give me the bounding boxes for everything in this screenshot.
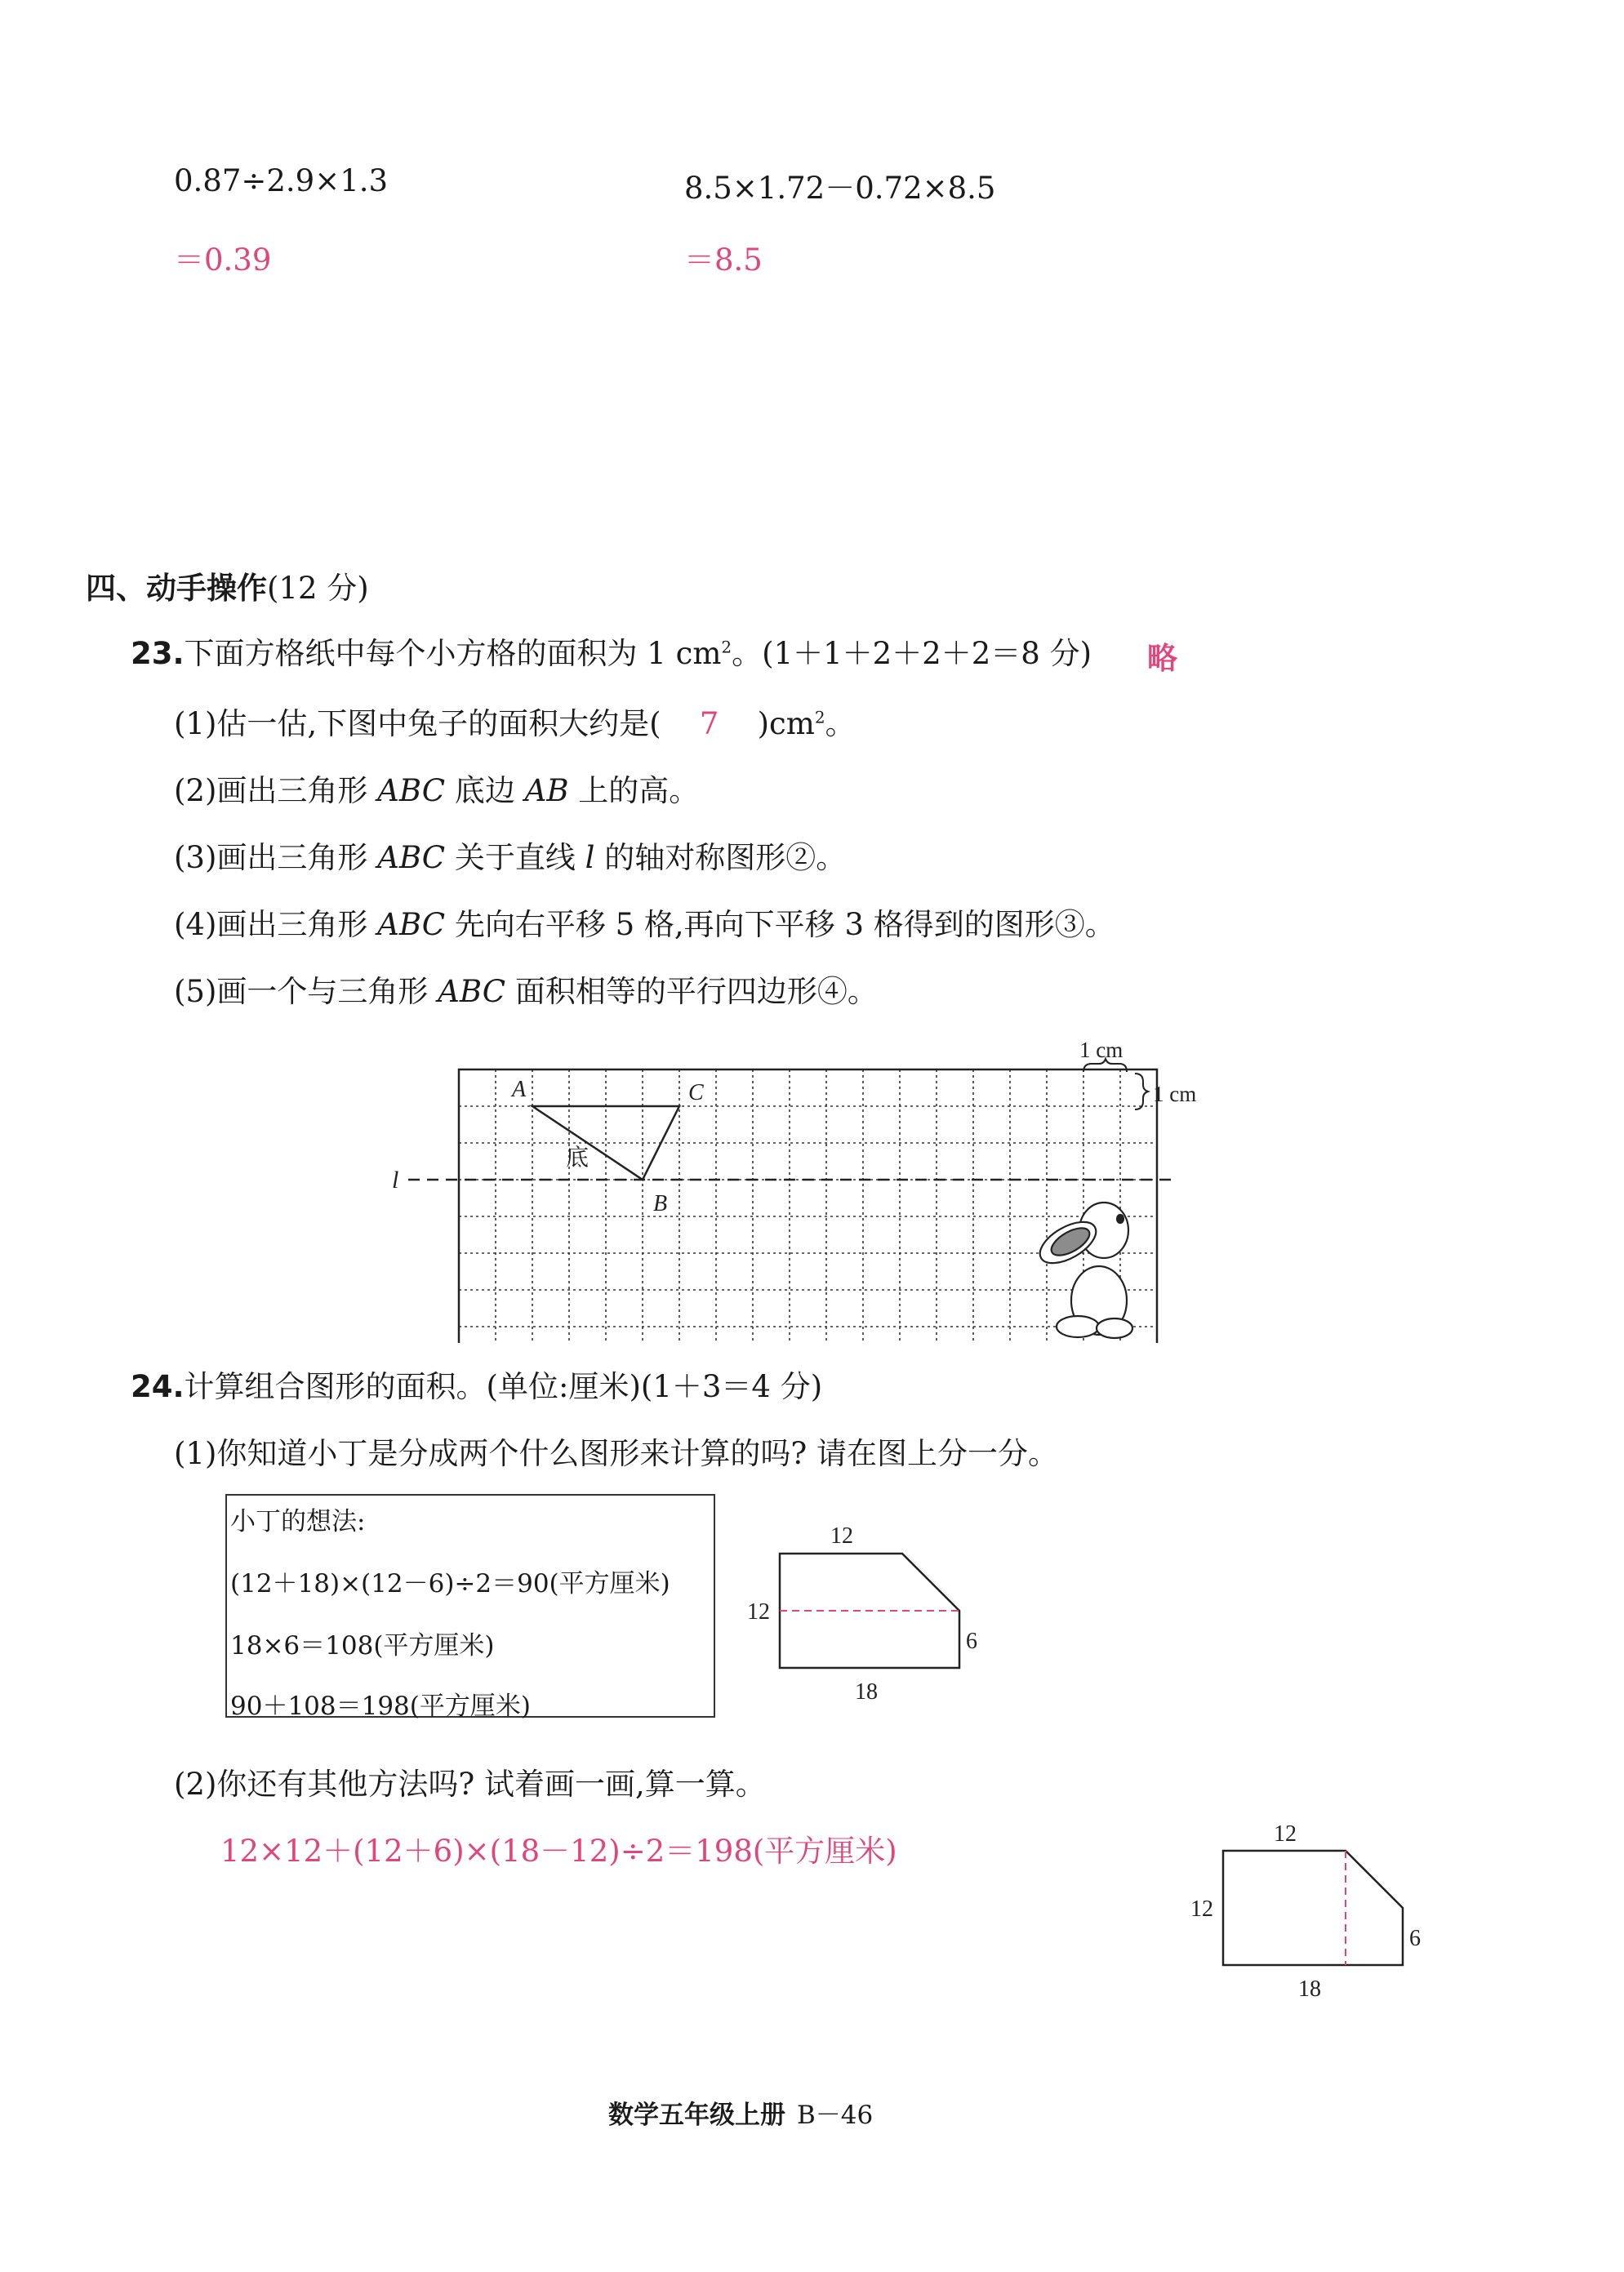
q23-part1-sup: 2 [814,707,825,727]
q24-part2-answer: 12×12＋(12＋6)×(18－12)÷2＝198(平方厘米) [220,1834,897,1869]
q23-part3 [174,833,846,877]
page-footer [608,2094,873,2131]
calc-left-answer: ＝0.39 [174,242,272,278]
q23-part2-mid: 底边 [445,773,525,808]
figure1-left: 12 [747,1599,770,1625]
figure2-right: 6 [1409,1926,1421,1951]
q23-part1-text: (1)估一估,下图中兔子的面积大约是( [174,706,661,741]
idea-title: 小丁的想法: [230,1507,366,1536]
idea-line-3: 90＋108＝198(平方厘米) [230,1692,531,1721]
idea-line-1: (12＋18)×(12－6)÷2＝90(平方厘米) [230,1569,670,1598]
figure2-bottom: 18 [1298,1976,1321,2002]
q23-stem-sup: 2 [721,637,732,657]
unit-top-label: 1 cm [1079,1038,1123,1062]
q23-part1-answer: 7 [699,706,719,741]
figure1-right: 6 [966,1629,977,1654]
q23-part4-text: (4)画出三角形 [174,907,378,942]
q23-part2-end: 上的高。 [568,773,700,808]
grid-lines [459,1069,1157,1343]
figure2-outline [1223,1851,1403,1965]
q23-part2-text: (2)画出三角形 [174,773,378,808]
q23-part1 [174,699,856,743]
figure1-top: 12 [830,1523,853,1549]
q24-number: 24. [131,1369,185,1404]
q24-stem-text: 计算组合图形的面积。(单位:厘米)(1＋3＝4 分) [184,1369,823,1404]
q23-stem [131,629,1092,673]
q23-part4-end: 先向右平移 5 格,再向下平移 3 格得到的图形③。 [445,907,1115,942]
figure1-bottom: 18 [855,1679,878,1705]
q23-note: 略 [1147,641,1177,676]
q24-part2: (2)你还有其他方法吗? 试着画一画,算一算。 [174,1767,766,1802]
q23-part1-end: 。 [825,706,856,741]
figure2-left: 12 [1190,1896,1213,1922]
q23-part3-text: (3)画出三角形 [174,840,378,875]
section-heading [86,563,369,607]
q23-part3-l: l [585,840,595,875]
composite-figure-2 [1176,1816,1453,2021]
unit-side-label: 1 cm [1153,1082,1197,1106]
q23-part4-abc: ABC [377,907,446,942]
label-c: C [688,1080,704,1105]
grid-figure [392,1025,1208,1343]
composite-figure-1 [735,1514,1012,1718]
q24-stem [131,1362,822,1406]
label-base: 底 [566,1145,590,1171]
section-title: 四、动手操作 [86,571,267,606]
unit-side-brace [1135,1074,1148,1109]
figure2-top: 12 [1274,1821,1297,1847]
footer-page: B－46 [797,2101,874,2130]
label-a: A [512,1077,527,1102]
q23-part4 [174,900,1115,944]
q23-stem-score: 。(1＋1＋2＋2＋2＝8 分) [732,636,1092,671]
q23-part5 [174,967,878,1011]
q23-stem-text: 下面方格纸中每个小方格的面积为 1 cm [184,636,722,671]
q23-part5-abc: ABC [438,974,506,1009]
label-l: l [392,1167,399,1194]
q23-part5-end: 面积相等的平行四边形④。 [505,974,878,1009]
calc-right-expression: 8.5×1.72－0.72×8.5 [684,171,996,206]
q23-part2-ab: AB [524,773,569,808]
footer-text: 数学五年级上册 [608,2101,785,2130]
q23-part2 [174,766,699,810]
grid-border [459,1069,1157,1343]
q23-part3-mid: 关于直线 [445,840,585,875]
idea-box [225,1494,715,1721]
q23-part2-abc: ABC [377,773,446,808]
q23-part3-end: 的轴对称图形②。 [594,840,847,875]
q23-part3-abc: ABC [377,840,446,875]
calc-left-expression: 0.87÷2.9×1.3 [174,163,389,198]
q23-part5-text: (5)画一个与三角形 [174,974,438,1009]
q23-number: 23. [131,636,185,671]
idea-line-2: 18×6＝108(平方厘米) [230,1631,495,1661]
calc-right-answer: ＝8.5 [684,242,763,278]
section-score: (12 分) [267,571,369,606]
q24-part1: (1)你知道小丁是分成两个什么图形来计算的吗? 请在图上分一分。 [174,1436,1059,1471]
q23-part1-unit: )cm [757,706,815,741]
label-b: B [653,1191,668,1216]
